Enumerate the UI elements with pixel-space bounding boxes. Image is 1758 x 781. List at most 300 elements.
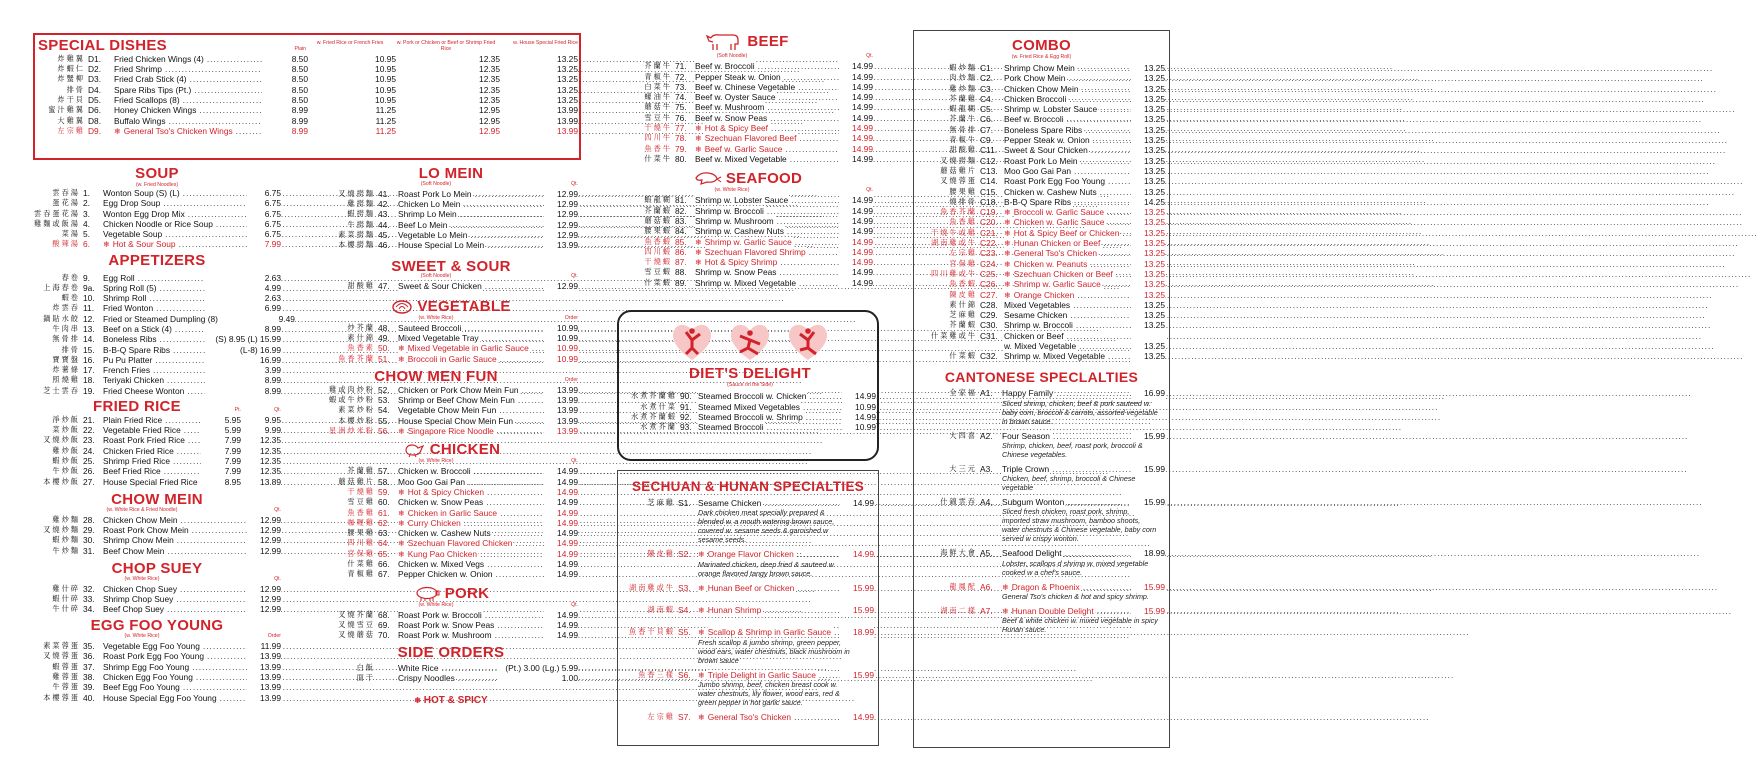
item-name: Szechuan Flavored Shrimp	[704, 246, 806, 257]
item-name-wrap	[114, 54, 262, 64]
item-name: Mixed Vegetables	[1004, 299, 1071, 310]
chinese-name: 干燒蝦	[644, 257, 672, 267]
chinese-name: 叉燒蓉蛋	[43, 651, 80, 661]
hot-spicy-note: HOT & SPICY	[423, 695, 488, 707]
combo-title: COMBO	[1012, 37, 1071, 54]
item-price: 14.99	[840, 712, 874, 722]
item-name-wrap	[103, 345, 205, 355]
bf-qt: Qt.	[866, 53, 873, 60]
item-description: Lobster, scallops d shrimp w. mixed vegetable cooked w a chef's sauce.	[1002, 558, 1149, 577]
menu-item-row	[33, 273, 281, 283]
fried-rice-list	[33, 415, 281, 487]
item-price: 14.99	[839, 216, 873, 226]
item-price: 14.99	[839, 92, 873, 102]
chinese-name: 腰果蝦	[644, 226, 672, 236]
item-name-wrap	[398, 405, 544, 415]
menu-item-row	[324, 354, 578, 364]
item-price: 18.99	[840, 627, 874, 637]
menu-item-row	[622, 712, 874, 722]
item-name-wrap	[695, 247, 839, 257]
item-name-wrap	[695, 206, 839, 216]
item-spacer	[622, 593, 874, 605]
chinese-name: 肉炒麵	[949, 73, 977, 83]
item-code: C29.	[980, 310, 998, 321]
vegetable-list	[324, 323, 578, 364]
item-name-wrap	[103, 425, 201, 435]
menu-item-row	[324, 240, 578, 250]
item-code: C15.	[980, 186, 998, 197]
item-name: Beef w. Garlic Sauce	[704, 143, 783, 154]
item-name: Pepper Chicken w. Onion	[398, 569, 493, 580]
chow-mein-title: CHOW MEIN	[111, 490, 203, 508]
item-code: 46.	[378, 240, 390, 251]
chinese-name: 雞或肉炒粉	[329, 384, 375, 394]
chinese-name: 炸雲吞	[52, 303, 80, 313]
chinese-name: 炸干貝	[57, 94, 85, 104]
item-name-wrap	[103, 535, 247, 545]
item-price: 14.99	[839, 123, 873, 133]
item-code: C32.	[980, 351, 998, 362]
item-price: 13.25	[1131, 63, 1165, 73]
item-price: 12.95	[396, 126, 500, 136]
item-price: 12.99	[544, 209, 578, 219]
chinese-name: 星洲炒米粉	[329, 425, 375, 435]
item-price: 13.99	[544, 405, 578, 415]
chinese-name: 叉燒芥蘭	[338, 609, 375, 619]
item-name: Beef w. Mixed Vegetable	[695, 153, 787, 164]
item-price: 13.99	[247, 693, 281, 703]
item-name-wrap	[398, 416, 544, 426]
item-code: 72.	[675, 71, 687, 82]
hot-pepper-icon: ❄	[398, 487, 405, 497]
menu-item-row	[324, 508, 578, 518]
special-dishes-list	[38, 54, 578, 136]
chinese-name: 什菜雞	[347, 559, 375, 569]
menu-item-row	[33, 515, 281, 525]
item-name-wrap	[103, 355, 205, 365]
item-name: Chicken Broccoli	[1004, 93, 1067, 104]
menu-item-row	[918, 464, 1165, 474]
item-name-wrap	[698, 549, 840, 559]
item-name: Pepper Steak w. Onion	[695, 71, 781, 82]
item-code: 84.	[675, 226, 687, 237]
menu-item-row	[621, 216, 873, 226]
item-name-wrap	[398, 663, 498, 673]
egg-foo-young-list	[33, 641, 281, 703]
item-code: 93.	[680, 422, 692, 433]
chinese-name: 炸薯條	[52, 365, 80, 375]
item-code: 71.	[675, 61, 687, 72]
chinese-name: 四川雞或牛	[931, 268, 977, 278]
item-name: Beef Egg Foo Young	[103, 682, 180, 693]
pig-icon	[413, 585, 441, 603]
chinese-name: 左宗雞	[647, 711, 675, 721]
beef-title: BEEF	[747, 33, 789, 51]
chinese-name: 魚香蝦	[644, 236, 672, 246]
item-name: Beef Lo Mein	[398, 219, 448, 230]
item-name-wrap	[114, 74, 262, 84]
item-price: 2.63	[205, 273, 281, 283]
chinese-name: 腰果雞	[949, 186, 977, 196]
item-price: 13.99	[544, 426, 578, 436]
item-code: 63.	[378, 528, 390, 539]
chinese-name: 魚香牛	[644, 143, 672, 153]
chinese-name: 炒芥蘭	[347, 322, 375, 332]
menu-item-row	[324, 343, 578, 353]
menu-item-row	[324, 559, 578, 569]
item-price: 14.99	[839, 144, 873, 154]
item-price: 13.25	[1131, 341, 1165, 351]
menu-item-row	[324, 518, 578, 528]
menu-item-row	[918, 207, 1165, 217]
item-price: 14.99	[839, 154, 873, 164]
item-price: (Pt.) 3.00 (Lg.) 5.99	[498, 663, 578, 673]
item-name: Shrimp Egg Foo Young	[103, 661, 190, 672]
item-name: Four Season	[1002, 430, 1050, 441]
item-name-wrap	[698, 402, 842, 412]
item-price: 13.25	[1131, 207, 1165, 217]
item-name: Steamed Broccoli	[698, 422, 764, 433]
menu-item-row	[324, 395, 578, 405]
chinese-name: 全家福	[949, 388, 977, 398]
menu-item-row	[33, 477, 281, 487]
chop-suey-list	[33, 584, 281, 615]
item-price: 8.99	[262, 126, 308, 136]
menu-item-row	[621, 154, 873, 164]
item-price: 12.35	[396, 54, 500, 64]
item-code: 16.	[83, 354, 95, 365]
item-name: Shrimp w. Garlic Sauce	[704, 236, 792, 247]
item-code: C23.	[980, 248, 998, 259]
item-price: 14.99	[544, 477, 578, 487]
menu-item-row	[324, 405, 578, 415]
item-price: 14.99	[544, 559, 578, 569]
ss-qt: Qt.	[571, 273, 578, 280]
chinese-name: 雞蓉蛋	[52, 672, 80, 682]
item-price: 13.25	[1131, 73, 1165, 83]
item-name-wrap	[103, 693, 247, 703]
item-name: Chicken Egg Foo Young	[103, 672, 193, 683]
item-code: C2.	[980, 73, 994, 84]
item-name: Hunan Shrimp	[707, 605, 762, 616]
item-price: 8.50	[262, 85, 308, 95]
menu-item-row	[33, 435, 281, 445]
item-code: 66.	[378, 559, 390, 570]
menu-item-row	[324, 281, 578, 291]
item-price: 1.00	[498, 673, 578, 683]
item-name-wrap	[398, 343, 544, 353]
item-price: 10.95	[308, 95, 396, 105]
item-name-wrap	[103, 293, 205, 303]
menu-item-row	[918, 104, 1165, 114]
item-name: Roast Pork w. Mushroom	[398, 630, 492, 641]
menu-item-row	[624, 402, 876, 412]
pork-list	[324, 610, 578, 641]
hot-pepper-icon: ❄	[695, 237, 702, 247]
item-name-wrap	[1004, 269, 1131, 279]
chinese-name: 面干	[356, 672, 375, 682]
item-price: 12.35	[241, 446, 281, 456]
cm-qt: Qt.	[274, 506, 281, 513]
item-price: 7.99	[247, 239, 281, 249]
item-name: Triple Delight in Garlic Sauce	[707, 669, 816, 680]
item-name-wrap	[1004, 248, 1131, 258]
lm-sub: (Soft Noodle)	[420, 180, 452, 187]
item-price: 8.50	[262, 95, 308, 105]
chinese-name: 芥蘭蝦	[644, 205, 672, 215]
item-name-wrap	[398, 385, 544, 395]
item-name: Spare Ribs Tips (Pt.)	[114, 84, 192, 95]
item-price: 14.99	[839, 195, 873, 205]
item-price: 12.99	[247, 546, 281, 556]
item-name-wrap	[695, 154, 839, 164]
item-name: Roast Pork Fried Rice	[103, 435, 185, 446]
item-name: Orange Chicken	[1013, 289, 1075, 300]
hot-pepper-icon: ❄	[1004, 259, 1011, 269]
chinese-name: 白菜牛	[644, 81, 672, 91]
item-price: 13.99	[544, 240, 578, 250]
item-name: Wonton Egg Drop Mix	[103, 208, 185, 219]
menu-item-row	[324, 610, 578, 620]
item-code: 64.	[378, 538, 390, 549]
hot-pepper-icon: ❄	[1004, 228, 1011, 238]
item-name: Beef w. Snow Peas	[695, 112, 768, 123]
chinese-name: 蝦什碎	[52, 593, 80, 603]
item-name: Honey Chicken Wings	[114, 105, 197, 116]
lo-mein-title: LO MEIN	[418, 165, 484, 182]
chinese-name: 大三元	[949, 463, 977, 473]
menu-item-row	[918, 84, 1165, 94]
menu-item-row	[33, 198, 281, 208]
hot-pepper-icon: ❄	[1004, 280, 1011, 290]
item-code: D9.	[88, 125, 102, 136]
ch-sub: (w. White Rice)	[418, 458, 454, 465]
item-name: General Tso's Chicken Wings	[123, 125, 233, 136]
item-name: Boneless Ribs	[103, 334, 157, 345]
item-price: 14.99	[839, 113, 873, 123]
item-name: Curry Chicken	[407, 517, 461, 528]
chinese-name: 蘑菇雞片	[940, 165, 977, 175]
item-price: 8.99	[205, 324, 281, 334]
item-price: 10.99	[544, 333, 578, 343]
menu-item-row	[33, 293, 281, 303]
item-price: 13.99	[247, 651, 281, 661]
item-name: Chicken w. Cashew Nuts	[1004, 186, 1097, 197]
item-price: 14.25	[1131, 197, 1165, 207]
menu-item-row	[622, 498, 874, 508]
item-name-wrap	[695, 216, 839, 226]
chinese-name: 蝦炒飯	[52, 456, 80, 466]
item-name-wrap	[1004, 331, 1131, 341]
item-name-wrap	[103, 386, 205, 396]
item-code: D5.	[88, 94, 102, 105]
item-name-wrap	[103, 188, 247, 198]
chinese-name: 芥蘭牛	[644, 61, 672, 71]
item-name-wrap	[398, 333, 544, 343]
item-name-wrap	[695, 82, 839, 92]
item-code: S6.	[678, 669, 691, 680]
item-name-wrap	[114, 116, 262, 126]
sechuan-hunan-list	[622, 498, 874, 734]
item-code: A2.	[980, 430, 993, 441]
special-dishes-section	[38, 38, 578, 136]
item-code: D3.	[88, 74, 102, 85]
item-name: Shrimp w. Mixed Vegetable	[1004, 351, 1106, 362]
menu-item-row	[918, 606, 1165, 616]
menu-item-row	[324, 620, 578, 630]
menu-item-row	[621, 206, 873, 216]
item-price: 7.99	[201, 446, 241, 456]
item-name: Roast Pork Egg Foo Young	[1004, 176, 1106, 187]
item-name-wrap	[398, 528, 544, 538]
menu-item-row	[33, 415, 281, 425]
chinese-name: 雪豆雞	[347, 497, 375, 507]
item-code: 61.	[378, 507, 390, 518]
item-name: Broccoli in Garlic Sauce	[407, 353, 497, 364]
item-code: 56.	[378, 425, 390, 436]
chinese-name: 白飯	[356, 662, 375, 672]
item-name: Sesame Chicken	[698, 498, 762, 509]
item-name-wrap	[398, 209, 544, 219]
item-price: 13.99	[247, 672, 281, 682]
combo-section	[918, 38, 1165, 639]
menu-item-row	[918, 331, 1165, 341]
chinese-name: 左宗雞	[57, 125, 85, 135]
item-code: C4.	[980, 93, 994, 104]
item-name: Fried Shrimp	[114, 64, 162, 75]
menu-item-row	[33, 425, 281, 435]
chinese-name: 水煮芥蘭蝦	[631, 411, 677, 421]
item-name-wrap	[695, 267, 839, 277]
menu-item-row	[33, 334, 281, 344]
heart-yoga-icon-3	[786, 322, 830, 364]
item-name: Chicken Chop Suey	[103, 583, 178, 594]
item-name: Roast Pork Egg Foo Young	[103, 651, 205, 662]
menu-item-row	[33, 229, 281, 239]
item-price: 9.49	[219, 314, 295, 324]
chinese-name: 蘑菇雞片	[338, 476, 375, 486]
item-price: 8.99	[262, 105, 308, 115]
item-name: Steamed Broccoli w. Chicken	[698, 391, 807, 402]
item-name: Scallop & Shrimp in Garlic Sauce	[707, 627, 832, 638]
item-name-wrap	[103, 641, 247, 651]
item-name-wrap	[1004, 73, 1131, 83]
chinese-name: 牛炒飯	[52, 466, 80, 476]
diet-subtitle: (Sauce on the Side)	[727, 382, 773, 388]
item-code: C13.	[980, 165, 998, 176]
menu-item-row	[624, 391, 876, 401]
item-price: 13.25	[1131, 320, 1165, 330]
hot-pepper-icon: ❄	[398, 539, 405, 549]
item-name-wrap	[103, 672, 247, 682]
menu-item-row	[38, 105, 578, 115]
lm-qt: Qt.	[571, 180, 578, 187]
item-name: House Special Chow Mein Fun	[398, 415, 513, 426]
item-name-wrap	[103, 525, 247, 535]
item-price: 13.25	[500, 85, 578, 95]
chinese-name: 宮保雞	[347, 548, 375, 558]
chinese-name: 淨炒飯	[52, 414, 80, 424]
item-name-wrap	[1004, 125, 1131, 135]
item-name-wrap	[1004, 104, 1131, 114]
hot-pepper-icon: ❄	[398, 518, 405, 528]
item-name-wrap	[103, 219, 247, 229]
item-price: 11.25	[308, 105, 396, 115]
item-code: C9.	[980, 135, 994, 146]
item-price: 13.25	[1131, 114, 1165, 124]
item-name-wrap	[695, 123, 839, 133]
menu-item-row	[918, 63, 1165, 73]
item-price: 8.50	[262, 54, 308, 64]
item-name: Beef w. Broccoli	[695, 61, 755, 72]
menu-item-row	[33, 219, 281, 229]
diets-delight-section	[624, 322, 876, 432]
item-price: 15.99	[1131, 464, 1165, 474]
combo-subtitle: (w. Fried Rice & Egg Roll)	[1011, 53, 1072, 60]
chinese-name: 叉燒蘑菇	[338, 630, 375, 640]
chinese-name: 叉燒撈麵	[338, 188, 375, 198]
menu-item-row	[622, 670, 874, 680]
item-name: Mixed Vegetable in Garlic Sauce	[407, 343, 529, 354]
item-description: Marinated chicken, deep fried & sauteed w. orange flavored tangy brown sauce.	[698, 559, 836, 578]
menu-item-row	[33, 693, 281, 703]
item-price: 13.25	[1131, 248, 1165, 258]
item-price: 13.99	[544, 416, 578, 426]
item-name-wrap	[114, 64, 262, 74]
fr-qt: Qt.	[274, 406, 281, 413]
menu-item-row	[33, 584, 281, 594]
pork-title: PORK	[444, 584, 490, 602]
item-code: 22.	[83, 425, 95, 436]
item-code: 12.	[83, 313, 95, 324]
item-name-wrap	[695, 133, 839, 143]
chinese-name: 青椒雞	[347, 569, 375, 579]
chinese-name: 蝦龍糊	[949, 104, 977, 114]
item-code: 57.	[378, 466, 390, 477]
item-name: Chicken Chow Mein	[103, 514, 178, 525]
hdr-plain: Plain	[294, 45, 306, 52]
chinese-name: 本樓撈麵	[338, 240, 375, 250]
chinese-name: 排骨	[61, 344, 80, 354]
item-name-wrap	[1004, 238, 1131, 248]
menu-item-row	[624, 412, 876, 422]
chinese-name: 雪豆牛	[644, 112, 672, 122]
item-code: 25.	[83, 456, 95, 467]
chinese-name: 排骨	[66, 84, 85, 94]
menu-item-row	[918, 310, 1165, 320]
hot-pepper-icon: ❄	[1004, 208, 1011, 218]
item-code: D1.	[88, 53, 102, 64]
chinese-name: 魚香蝦	[949, 279, 977, 289]
chinese-name: 無骨排	[52, 334, 80, 344]
item-name: Chicken w. Cashew Nuts	[398, 528, 491, 539]
item-price: 14.99	[839, 133, 873, 143]
item-name-wrap	[698, 712, 840, 722]
item-price: 13.25	[1131, 300, 1165, 310]
chinese-name: 叉燒炒麵	[43, 524, 80, 534]
menu-item-row	[324, 416, 578, 426]
ch-qt: Qt.	[571, 458, 578, 465]
item-name: Chicken Noodle or Rice Soup	[103, 218, 213, 229]
chinese-name: 蝦卷	[61, 293, 80, 303]
menu-item-row	[33, 209, 281, 219]
item-code: 32.	[83, 583, 95, 594]
menu-item-row	[621, 278, 873, 288]
efy-sub: (w. White Rice)	[124, 633, 160, 640]
diets-delight-list	[624, 391, 876, 432]
item-name-wrap	[103, 604, 247, 614]
item-name: Shrimp Fried Rice	[103, 456, 171, 467]
